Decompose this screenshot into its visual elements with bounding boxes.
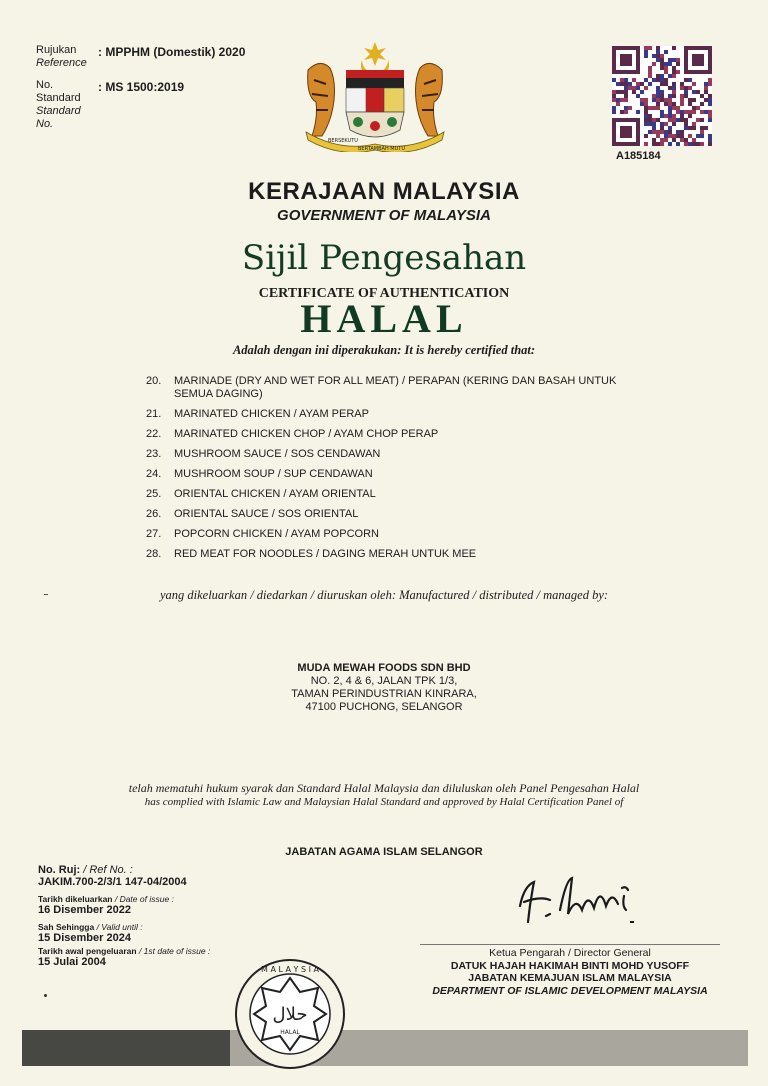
signatory-name: DATUK HAJAH HAKIMAH BINTI MOHD YUSOFF: [450, 959, 690, 972]
product-item-text: MARINATED CHICKEN CHOP / AYAM CHOP PERAP: [174, 428, 439, 440]
product-item-number: 20.: [146, 375, 162, 387]
product-item-text: MARINADE (DRY AND WET FOR ALL MEAT) / PERAPAN (KERING DAN BASAH UNTUK SEMUA DAGING): [174, 375, 617, 400]
issue-date-value: 16 Disember 2022: [38, 904, 131, 916]
product-item-text: ORIENTAL CHICKEN / AYAM ORIENTAL: [174, 488, 376, 500]
signature-image: [510, 866, 650, 930]
managed-by-line: yang dikeluarkan / diedarkan / diuruskan oleh: Manufactured / distributed / managed by:: [159, 588, 609, 602]
svg-text:BERSEKUTU: BERSEKUTU: [328, 138, 358, 144]
issue-date-label: Tarikh dikeluarkan / Date of issue :: [38, 894, 174, 904]
valid-until-value: 15 Disember 2024: [38, 932, 131, 944]
company-block: [0, 662, 768, 714]
svg-text:BERTAMBAH MUTU: BERTAMBAH MUTU: [358, 146, 405, 152]
government-title-ms: KERAJAAN MALAYSIA: [248, 178, 520, 205]
reference-label: Rujukan Reference: [36, 44, 87, 69]
bottom-security-strip-dark: [22, 1030, 230, 1066]
valid-until-label: Sah Sehingga / Valid until :: [38, 922, 143, 932]
product-item: [146, 375, 626, 401]
product-item-number: 24.: [146, 468, 162, 480]
government-title-en: GOVERNMENT OF MALAYSIA: [277, 207, 491, 224]
department-ms: JABATAN KEMAJUAN ISLAM MALAYSIA: [468, 972, 672, 984]
halal-logo-icon: [234, 958, 346, 1070]
product-item: [146, 408, 626, 421]
product-item-number: 27.: [146, 528, 162, 540]
halal-title: HALAL: [300, 296, 468, 341]
standard-label: No. Standard Standard No.: [36, 79, 81, 130]
product-item-number: 26.: [146, 508, 162, 520]
first-issue-value: 15 Julai 2004: [38, 956, 106, 968]
signatory-title: Ketua Pengarah / Director General: [489, 947, 651, 959]
product-item-text: MUSHROOM SAUCE / SOS CENDAWAN: [174, 448, 381, 460]
ref-value: JAKIM.700-2/3/1 147-04/2004: [38, 876, 187, 888]
product-item-text: MARINATED CHICKEN / AYAM PERAP: [174, 408, 369, 420]
ref-label: No. Ruj: / Ref No. :: [38, 864, 133, 876]
product-item: [146, 548, 626, 561]
company-name: MUDA MEWAH FOODS SDN BHD: [297, 662, 471, 674]
department-en: DEPARTMENT OF ISLAMIC DEVELOPMENT MALAYSIA: [432, 984, 708, 997]
reference-value: : MPPHM (Domestik) 2020: [98, 45, 246, 59]
svg-text:حلال: حلال: [272, 1004, 308, 1025]
product-item: [146, 488, 626, 501]
product-item: [146, 528, 626, 541]
certificate-title-ms: Sijil Pengesahan: [241, 238, 527, 278]
company-address-line: NO. 2, 4 & 6, JALAN TPK 1/3,: [310, 675, 458, 687]
product-item-number: 28.: [146, 548, 162, 560]
product-item-text: POPCORN CHICKEN / AYAM POPCORN: [174, 528, 379, 540]
compliance-en: has complied with Islamic Law and Malaysian Halal Standard and approved by Halal Certification Panel of: [144, 796, 624, 808]
margin-dot: [44, 994, 47, 997]
product-item: [146, 448, 626, 461]
product-item-number: 21.: [146, 408, 162, 420]
issuing-authority: JABATAN AGAMA ISLAM SELANGOR: [285, 846, 483, 858]
signature-line: [420, 944, 720, 945]
coat-of-arms-icon: [300, 40, 450, 152]
product-item-text: RED MEAT FOR NOODLES / DAGING MERAH UNTUK MEE: [174, 548, 477, 560]
product-item-text: ORIENTAL SAUCE / SOS ORIENTAL: [174, 508, 359, 520]
certificate-title-en: CERTIFICATE OF AUTHENTICATION: [258, 286, 510, 301]
svg-text:HALAL: HALAL: [280, 1029, 300, 1036]
svg-text:M A L A Y S I A: M A L A Y S I A: [261, 965, 319, 974]
product-item: [146, 428, 626, 441]
signatory-block: [420, 944, 720, 997]
qr-code-icon: [612, 46, 712, 146]
product-list: [146, 375, 626, 568]
product-item-text: MUSHROOM SOUP / SUP CENDAWAN: [174, 468, 373, 480]
product-item: [146, 508, 626, 521]
standard-value: : MS 1500:2019: [98, 80, 185, 94]
qr-code-id: A185184: [616, 150, 661, 162]
compliance-ms: telah mematuhi hukum syarak dan Standard Halal Malaysia dan diluluskan oleh Panel Pengesahan Halal: [128, 781, 640, 795]
product-item-number: 22.: [146, 428, 162, 440]
product-item-number: 25.: [146, 488, 162, 500]
first-issue-label: Tarikh awal pengeluaran / 1st date of issue :: [38, 946, 211, 956]
company-address-line: 47100 PUCHONG, SELANGOR: [305, 701, 463, 713]
company-address-line: TAMAN PERINDUSTRIAN KINRARA,: [291, 688, 477, 700]
product-item: [146, 468, 626, 481]
certify-line: Adalah dengan ini diperakukan: It is hereby certified that:: [232, 343, 536, 357]
product-item-number: 23.: [146, 448, 162, 460]
